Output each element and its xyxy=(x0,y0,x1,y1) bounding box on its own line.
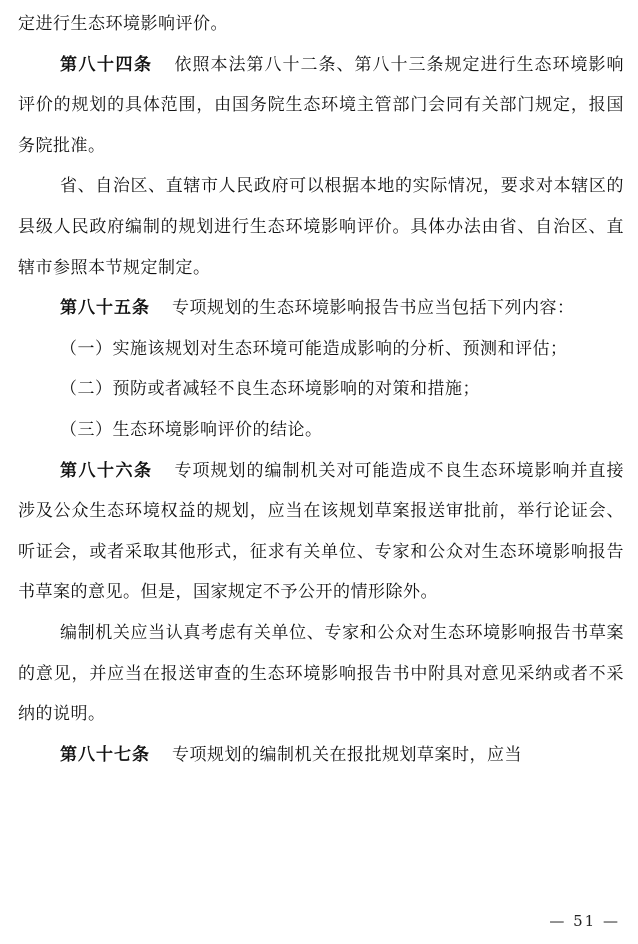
paragraph-text: 省、自治区、直辖市人民政府可以根据本地的实际情况，要求对本辖区的县级人民政府编制的规划进行生态环境影响评价。具体办法由省、自治区、直辖市参照本节规定制定。 xyxy=(18,176,624,278)
paragraph-provincial-rules xyxy=(18,166,624,288)
paragraph-continuation xyxy=(18,4,624,45)
article-87 xyxy=(18,735,624,776)
document-body xyxy=(18,4,624,775)
list-item-2 xyxy=(18,369,624,410)
paragraph-text: 依照本法第八十二条、第八十三条规定进行生态环境影响评价的规划的具体范围，由国务院生态环境主管部门会同有关部门规定，报国务院批准。 xyxy=(18,54,624,156)
paragraph-text: 定进行生态环境影响评价。 xyxy=(18,14,228,34)
paragraph-text: （二）预防或者减轻不良生态环境影响的对策和措施； xyxy=(60,379,480,400)
page-number: — 51 — xyxy=(549,912,620,930)
paragraph-compilation-duty xyxy=(18,613,624,735)
paragraph-text: 专项规划的编制机关对可能造成不良生态环境影响并直接涉及公众生态环境权益的规划，应当在该规划草案报送审批前，举行论证会、听证会，或者采取其他形式，征求有关单位、专家和公众对生态环境影响报告书草案的意见。但是，国家规定不予公开的情形除外。 xyxy=(18,460,624,603)
article-84 xyxy=(18,45,624,167)
paragraph-text: （三）生态环境影响评价的结论。 xyxy=(60,419,323,440)
article-86 xyxy=(18,451,624,613)
paragraph-text: （一）实施该规划对生态环境可能造成影响的分析、预测和评估； xyxy=(60,338,568,359)
list-item-1 xyxy=(18,329,624,370)
list-item-3 xyxy=(18,410,624,451)
article-title: 第八十四条 xyxy=(60,54,153,75)
article-85 xyxy=(18,288,624,329)
paragraph-text: 专项规划的生态环境影响报告书应当包括下列内容： xyxy=(172,298,575,319)
paragraph-text: 编制机关应当认真考虑有关单位、专家和公众对生态环境影响报告书草案的意见，并应当在报送审查的生态环境影响报告书中附具对意见采纳或者不采纳的说明。 xyxy=(18,622,624,725)
paragraph-text: 专项规划的编制机关在报批规划草案时，应当 xyxy=(172,744,522,765)
article-title: 第八十七条 xyxy=(60,744,150,765)
article-title: 第八十五条 xyxy=(60,298,150,319)
article-title: 第八十六条 xyxy=(60,460,153,481)
